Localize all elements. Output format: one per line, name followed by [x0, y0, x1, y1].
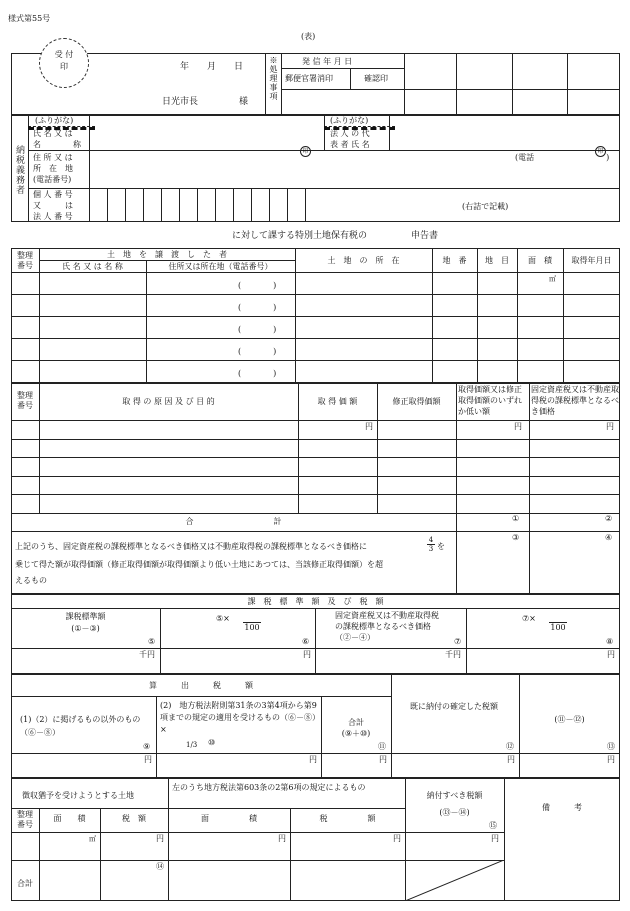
num-1: ① [512, 514, 520, 523]
form-id: 様式第55号 [8, 14, 51, 23]
deferral-area-header: 面 積 [53, 814, 86, 823]
transfer-row-line [11, 360, 620, 361]
address-label: 住 所 又 は 所 在 地 (電話番号) [33, 153, 73, 184]
reason-row-line [11, 494, 620, 495]
deferral-area2-unit: 円 [278, 834, 286, 843]
price-header: 取 得 価 額 [317, 397, 358, 406]
transfer-row-line [11, 316, 620, 317]
rep-name-label: 法 人 の 代 表 者 氏 名 [330, 129, 370, 149]
postmark: 郵便官署消印 [285, 74, 333, 83]
reception-stamp: 受 付 印 [39, 38, 89, 88]
transfer-row-line [11, 294, 620, 295]
id-digit-input[interactable] [252, 189, 269, 222]
id-digit-input[interactable] [270, 189, 287, 222]
transfer-no-header: 整理 番号 [17, 251, 33, 270]
num-2: ② [605, 514, 613, 523]
deferral-area2-header: 面 積 [201, 814, 257, 823]
lower-price-header: 取得価額又は修正取得価額のいずれか低い額 [458, 385, 522, 416]
acq-date-header: 取得年月日 [571, 256, 612, 265]
page-side: (表) [301, 32, 316, 41]
basis-title: 課 税 標 準 額 及 び 税 額 [247, 597, 384, 606]
calc-col10-frac: 1/3 [186, 741, 198, 749]
reason-row-line [11, 439, 620, 440]
remarks-label: 備 考 [542, 803, 582, 812]
num-6: ⑥ [302, 637, 310, 646]
reason-no-header: 整理 番号 [17, 391, 33, 410]
num-15: ⑮ [489, 821, 497, 830]
basis-unit-5: 千円 [139, 650, 155, 659]
due-formula: (⑬－⑭) [439, 808, 470, 817]
num-8: ⑧ [606, 637, 614, 646]
basis-col6-frac: 100 [244, 623, 260, 632]
due-unit: 円 [491, 834, 499, 843]
id-digit-input[interactable] [288, 189, 305, 222]
id-digit-input[interactable] [144, 189, 161, 222]
form-title-suffix: 申告書 [411, 231, 439, 241]
basis-col5-formula: (①－③) [71, 624, 100, 633]
deferral-tax-unit: 円 [156, 834, 164, 843]
transferor-addr-header: 住所又は所在地（電話番号） [168, 262, 273, 271]
rep-seal: 印 [595, 138, 606, 157]
name-label: 氏 名 又 は 名 称 [33, 129, 81, 149]
transferor-name-header: 氏 名 又 は 名 称 [62, 262, 123, 271]
deferral-label: 徴収猶予を受けようとする土地 [22, 791, 134, 800]
id-digit-input[interactable] [90, 189, 107, 222]
diagonal-strike [405, 860, 504, 901]
id-digit-input[interactable] [180, 189, 197, 222]
basis-unit-7: 千円 [445, 650, 461, 659]
id-digit-input[interactable] [234, 189, 251, 222]
calc-col9: (1)（2）に掲げるもの以外のもの（⑥－⑧） [20, 715, 141, 737]
phone-paren: ( ) [238, 325, 277, 334]
fixed-asset-header: 固定資産税又は不動産取得税の課税標準となるべき価格 [531, 385, 619, 416]
furigana-label: (ふりがな) [35, 116, 74, 125]
deferral-no-header: 整理 番号 [17, 810, 33, 829]
id-note: (右詰で記載) [462, 202, 509, 211]
num-3: ③ [512, 533, 520, 542]
note-fraction: 4 3 [428, 536, 434, 553]
phone-paren: ( ) [238, 281, 277, 290]
calc-unit-10: 円 [309, 755, 317, 764]
lower-unit: 円 [514, 422, 522, 431]
area-unit: ㎡ [549, 275, 556, 283]
deferral-total: 合計 [17, 879, 33, 888]
form-title-prefix: に対して課する特別土地保有税の [232, 231, 368, 241]
id-digit-input[interactable] [108, 189, 125, 222]
deferral-tax-header: 税 額 [122, 814, 146, 823]
confirm-seal: 確認印 [364, 74, 388, 83]
calc-unit-12: 円 [507, 755, 515, 764]
calc-col11: 合計 (⑨＋⑩) [341, 718, 371, 738]
calc-unit-9: 円 [144, 755, 152, 764]
basis-unit-8: 円 [607, 650, 615, 659]
calc-title: 算 出 税 額 [149, 681, 253, 690]
basis-col6: ⑤× [216, 614, 230, 623]
transfer-row-line [11, 338, 620, 339]
num-10: ⑩ [208, 738, 216, 747]
num-9: ⑨ [143, 742, 151, 751]
addressee-sama: 様 [239, 97, 249, 107]
id-number-label: 個 人 番 号 又 は 法 人 番 号 [33, 190, 73, 221]
location-header: 土 地 の 所 在 [327, 256, 400, 265]
id-digit-input[interactable] [162, 189, 179, 222]
price-unit: 円 [365, 422, 373, 431]
note-line-c: えるもの [15, 576, 47, 585]
num-11: ⑪ [378, 742, 386, 751]
num-14: ⑭ [156, 862, 164, 871]
reason-total-label: 合 計 [185, 517, 282, 526]
calc-col13: (⑪－⑫) [554, 715, 585, 724]
calc-unit-13: 円 [607, 755, 615, 764]
lot-header: 地 番 [442, 256, 467, 265]
date-label: 年 月 日 [180, 62, 244, 72]
note-line-b: 乗じて得た額が取得価額（修正取得価額が取得価額より低い土地にあつては、当該修正取得価額）を超 [15, 560, 383, 569]
phone-label: (電話 ) [515, 153, 610, 162]
phone-paren: ( ) [238, 347, 277, 356]
due-label: 納付すべき税額 [426, 791, 483, 800]
transferor-header: 土 地 を 譲 渡 し た 者 [107, 250, 227, 259]
num-7: ⑦ [454, 637, 462, 646]
taxpayer-title: 納税義務者 [14, 145, 24, 195]
addressee: 日光市長 [162, 97, 199, 107]
basis-col8: ⑦× [522, 614, 536, 623]
send-date: 発 信 年 月 日 [302, 57, 353, 66]
basis-col8-frac: 100 [550, 623, 566, 632]
id-digit-input[interactable] [198, 189, 215, 222]
calc-unit-11: 円 [379, 755, 387, 764]
processing-mark: ※処理事項 [269, 56, 278, 101]
id-digit-input[interactable] [216, 189, 233, 222]
adj-price-header: 修正取得価額 [392, 397, 441, 406]
taxpayer-seal: 印 [300, 138, 311, 157]
phone-paren: ( ) [238, 369, 277, 378]
fixed-unit: 円 [606, 422, 614, 431]
basis-unit-6: 円 [303, 650, 311, 659]
deferral-tax2-header: 税 額 [319, 814, 376, 823]
num-4: ④ [605, 533, 613, 542]
basis-col7: 固定資産税又は不動産取得税の課税標準となるべき価格（②－④） [335, 611, 439, 642]
note-line-a-end: を [437, 542, 445, 551]
rep-furigana-label: (ふりがな) [330, 116, 369, 125]
id-cell-divider [305, 188, 306, 222]
calc-col12: 既に納付の確定した税額 [410, 702, 498, 711]
phone-paren: ( ) [238, 303, 277, 312]
id-digit-input[interactable] [126, 189, 143, 222]
calc-col10: (2) 地方税法附則第31条の3第4項から第9項までの規定の適用を受けるもの（⑥－⑧）× [160, 701, 317, 734]
deferral-tax2-unit: 円 [393, 834, 401, 843]
area-header: 面 積 [528, 256, 552, 265]
note-line-a: 上記のうち、固定資産税の課税標準となるべき価格又は不動産取得税の課税標準となるべき価格に [15, 542, 367, 551]
num-13: ⑬ [607, 742, 615, 751]
num-12: ⑫ [506, 742, 514, 751]
deferral-area-unit: ㎡ [89, 835, 96, 843]
num-5: ⑤ [148, 637, 156, 646]
basis-col5: 課税標準額 [65, 612, 106, 621]
reason-header: 取 得 の 原 因 及 び 目 的 [122, 397, 215, 406]
reason-row-line [11, 457, 620, 458]
reason-row-line [11, 476, 620, 477]
category-header: 地 目 [485, 256, 509, 265]
deferral-label2: 左のうち地方税法第603条の2第6項の規定によるもの [172, 783, 366, 792]
